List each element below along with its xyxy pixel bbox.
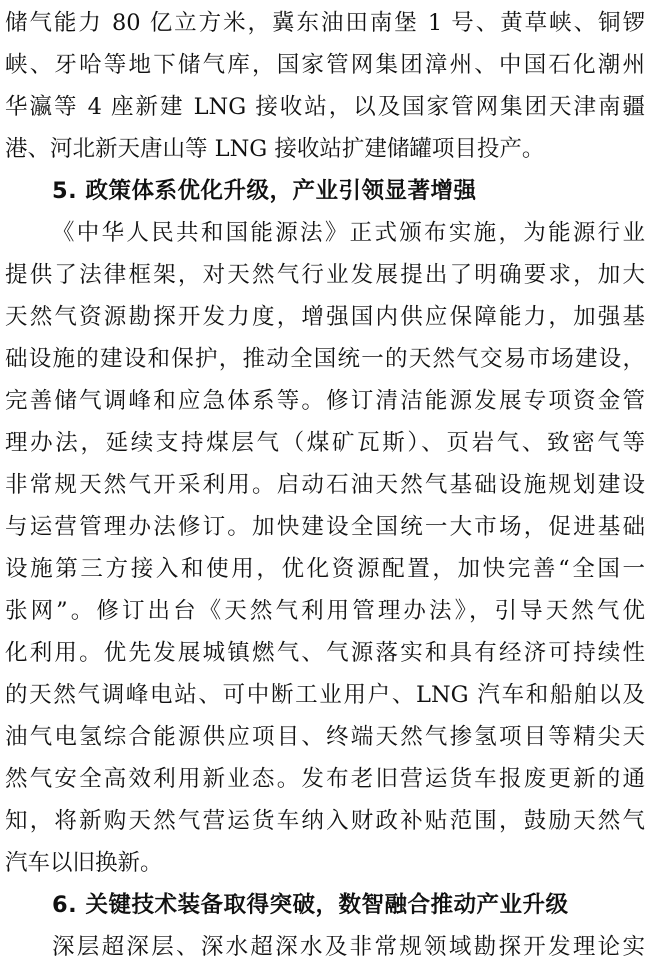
paragraph-line: 汽车以旧换新。 [5,850,163,876]
paragraph-line: 张网”。修订出台《天然气利用管理办法》，引导天然气优 [5,598,645,624]
paragraph-line: 《中华人民共和国能源法》正式颁布实施，为能源行业 [52,220,645,246]
paragraph-line: 天然气资源勘探开发力度，增强国内供应保障能力，加强基 [5,304,645,330]
section-heading: 6. 关键技术装备取得突破，数智融合推动产业升级 [52,892,569,918]
paragraph-line: 港、河北新天唐山等 LNG 接收站扩建储罐项目投产。 [5,136,545,162]
paragraph-line: 理办法，延续支持煤层气（煤矿瓦斯）、页岩气、致密气等 [5,430,645,456]
section-heading: 5. 政策体系优化升级，产业引领显著增强 [52,178,477,204]
paragraph-line: 设施第三方接入和使用，优化资源配置，加快完善“全国一 [5,556,645,582]
paragraph-line: 油气电氢综合能源供应项目、终端天然气掺氢项目等精尖天 [5,724,645,750]
paragraph-line: 华瀛等 4 座新建 LNG 接收站，以及国家管网集团天津南疆 [5,94,645,120]
paragraph-line: 提供了法律框架，对天然气行业发展提出了明确要求，加大 [5,262,645,288]
paragraph-line: 然气安全高效利用新业态。发布老旧营运货车报废更新的通 [5,766,645,792]
paragraph-line: 深层超深层、深水超深水及非常规领域勘探开发理论实 [52,934,645,960]
paragraph-line: 储气能力 80 亿立方米，冀东油田南堡 1 号、黄草峡、铜锣 [5,10,645,36]
paragraph-line: 峡、牙哈等地下储气库，国家管网集团漳州、中国石化潮州 [5,52,645,78]
paragraph-line: 础设施的建设和保护，推动全国统一的天然气交易市场建设， [5,346,645,372]
paragraph-line: 的天然气调峰电站、可中断工业用户、LNG 汽车和船舶以及 [5,682,645,708]
paragraph-line: 完善储气调峰和应急体系等。修订清洁能源发展专项资金管 [5,388,645,414]
paragraph-line: 非常规天然气开采利用。启动石油天然气基础设施规划建设 [5,472,645,498]
paragraph-line: 化利用。优先发展城镇燃气、气源落实和具有经济可持续性 [5,640,645,666]
paragraph-line: 知，将新购天然气营运货车纳入财政补贴范围，鼓励天然气 [5,808,645,834]
paragraph-line: 与运营管理办法修订。加快建设全国统一大市场，促进基础 [5,514,645,540]
